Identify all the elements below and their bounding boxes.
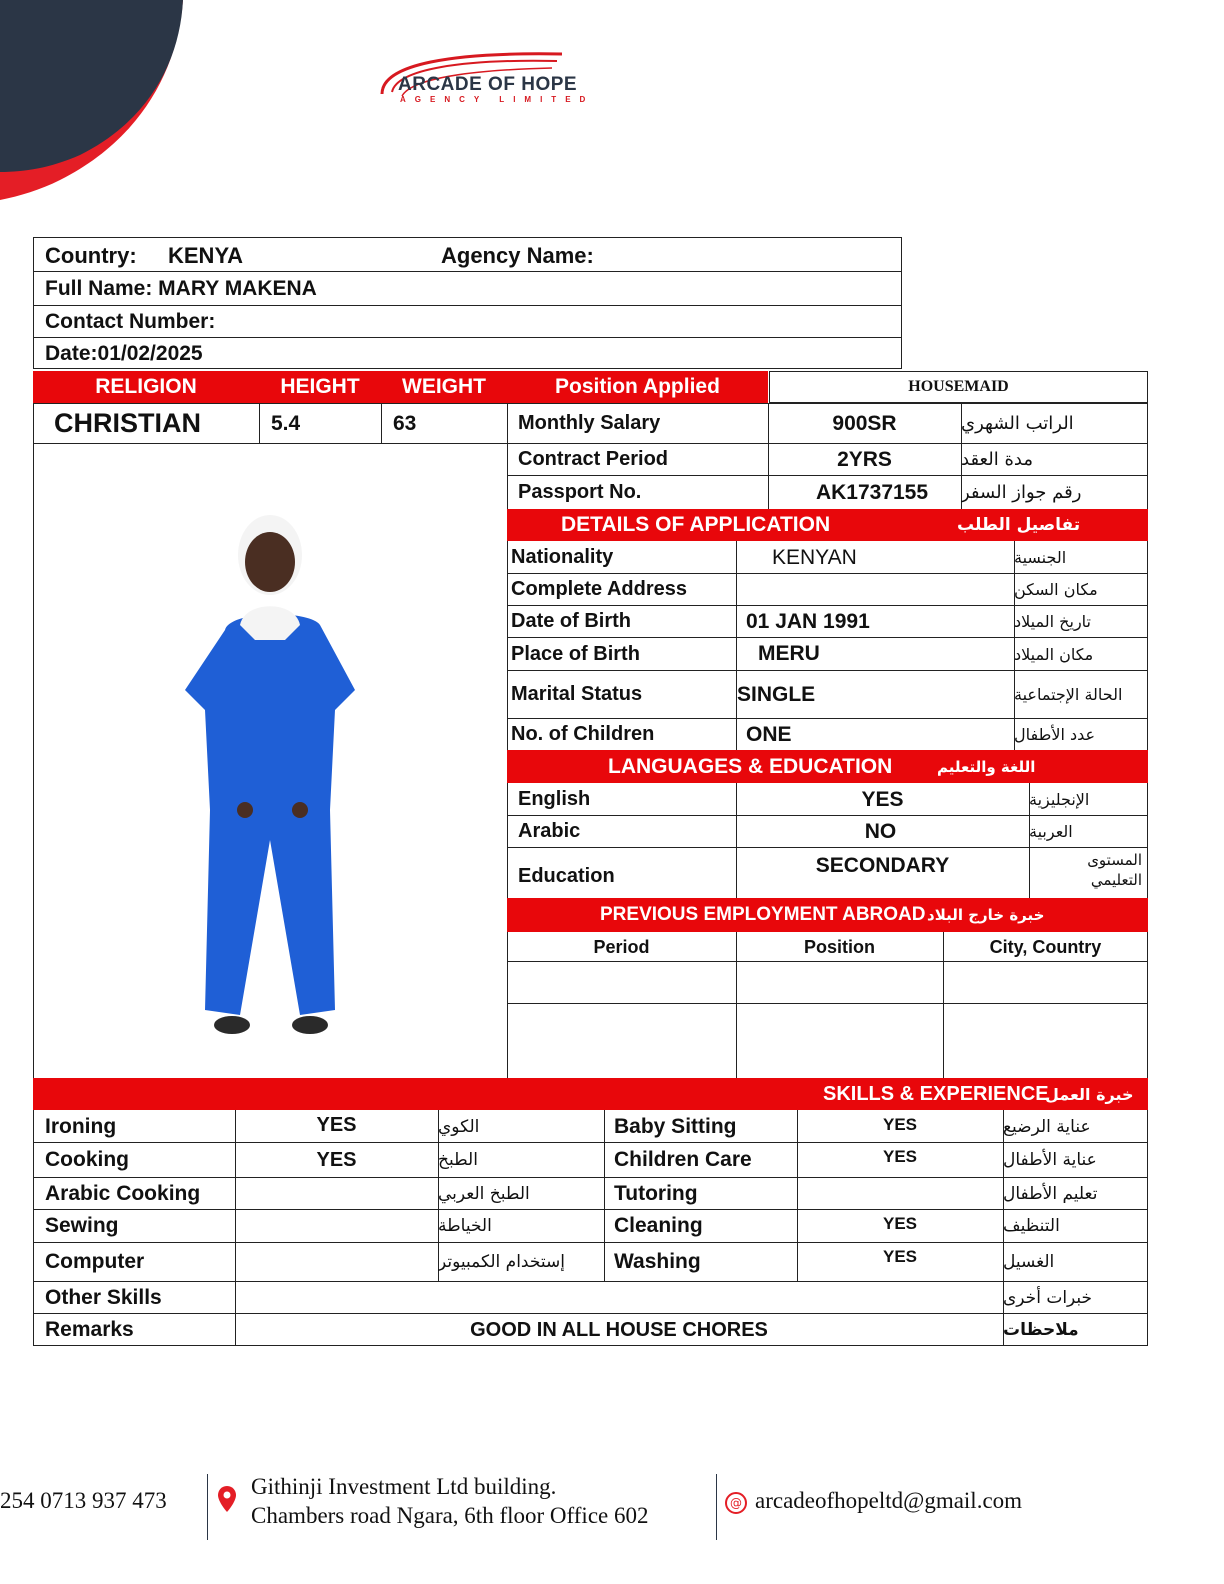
education-arabic: المستوى التعليمي [1087,851,1142,889]
religion-header: RELIGION [33,371,259,403]
marital-status-value: SINGLE [737,682,816,706]
skill-ironing-arabic: الكوي [438,1116,480,1137]
arabic-arabic: العربية [1029,822,1073,841]
skill-computer-value [235,1243,438,1281]
country-label: Country: [45,242,137,268]
logo-name: ARCADE OF HOPE [398,74,578,95]
city-country-column-header: City, Country [989,936,1102,957]
arabic-value: NO [864,819,897,843]
skill-sewing-value [235,1210,438,1242]
languages-title-arabic: اللغة والتعليم [937,757,1036,776]
place-of-birth-value: MERU [758,642,820,665]
skill-washing-arabic: الغسيل [1003,1252,1055,1272]
languages-header [507,750,1148,783]
previous-employment-header [507,898,1148,932]
monthly-salary-arabic: الراتب الشهري [961,413,1074,434]
contract-period-arabic: مدة العقد [961,449,1033,470]
place-of-birth-arabic: مكان الميلاد [1014,644,1094,664]
skills-header [33,1078,1148,1110]
skill-baby-sitting-value: YES [882,1114,918,1134]
weight-value: 63 [393,411,417,435]
skill-cooking-label: Cooking [45,1148,129,1171]
skill-washing-value: YES [882,1246,918,1266]
monthly-salary-label: Monthly Salary [518,412,661,434]
position-column-header: Position [804,936,875,957]
skills-title: SKILLS & EXPERIENCE [823,1082,1049,1105]
agency-name-label: Agency Name: [441,242,594,268]
skill-arabic-cooking-arabic: الطبخ العربي [438,1183,530,1204]
footer-email: arcadeofhopeltd@gmail.com [755,1488,1023,1513]
email-icon [724,1491,748,1515]
skill-sewing-label: Sewing [45,1214,119,1237]
skill-tutoring-arabic: تعليم الأطفال [1003,1183,1098,1204]
skill-children-care-arabic: عناية الأطفال [1003,1150,1097,1170]
address-arabic: مكان السكن [1014,580,1098,599]
arabic-label: Arabic [518,820,581,842]
period-column-header: Period [593,936,650,957]
date-of-birth-label: Date of Birth [511,610,631,632]
previous-employment-title-arabic: خبرة خارج البلاد [927,906,1045,924]
height-header: HEIGHT [259,371,381,403]
location-pin-icon [216,1484,238,1518]
skill-cleaning-arabic: التنظيف [1003,1216,1060,1236]
contract-period-value: 2YRS [837,447,892,471]
skill-sewing-arabic: الخياطة [438,1216,492,1236]
remarks-label: Remarks [45,1318,134,1341]
skill-tutoring-label: Tutoring [614,1181,698,1205]
nationality-label: Nationality [511,546,614,568]
details-title: DETAILS OF APPLICATION [561,513,831,536]
skill-computer-label: Computer [45,1250,145,1273]
marital-status-arabic: الحالة الإجتماعية [1014,685,1123,704]
children-value: ONE [746,722,792,746]
height-value: 5.4 [271,411,301,435]
skill-cleaning-label: Cleaning [614,1214,703,1237]
application-date: Date:01/02/2025 [45,341,203,365]
english-arabic: الإنجليزية [1029,790,1090,809]
passport-no-label: Passport No. [518,481,642,503]
english-label: English [518,788,591,810]
contact-number-label: Contact Number: [45,309,216,333]
skill-ironing-value: YES [316,1114,357,1136]
skill-cooking-arabic: الطبخ [438,1150,478,1170]
marital-status-label: Marital Status [511,683,643,705]
skills-title-arabic: خبرة العمل [1045,1084,1134,1104]
skill-computer-arabic: إستخدام الكمبيوتر [438,1252,565,1272]
full-name: Full Name: MARY MAKENA [45,277,317,300]
contract-period-label: Contract Period [518,448,669,470]
weight-header: WEIGHT [381,371,507,403]
skill-tutoring-value [797,1178,1003,1209]
passport-no-arabic: رقم جواز السفر [961,482,1082,503]
skill-washing-label: Washing [614,1250,701,1273]
skill-cooking-value: YES [316,1148,357,1171]
footer-address-line2: Chambers road Ngara, 6th floor Office 602 [251,1503,649,1528]
education-value: SECONDARY [815,854,950,877]
position-applied-value: HOUSEMAID [769,371,1148,403]
english-value: YES [861,787,904,811]
previous-employment-title: PREVIOUS EMPLOYMENT ABROAD [600,904,926,925]
other-skills-label: Other Skills [45,1285,162,1309]
svg-text:@: @ [730,1496,742,1510]
footer-phone: 254 0713 937 473 [0,1488,167,1513]
education-label: Education [518,864,615,887]
languages-title: LANGUAGES & EDUCATION [608,754,893,778]
place-of-birth-label: Place of Birth [511,642,640,665]
candidate-photo [170,510,370,1060]
corner-decoration [0,0,190,210]
logo-subtitle: AGENCY LIMITED [400,95,595,104]
passport-no-value: AK1737155 [815,480,929,504]
nationality-value: KENYAN [772,545,857,569]
children-label: No. of Children [511,723,655,745]
nationality-arabic: الجنسية [1014,548,1067,567]
company-logo [372,44,642,114]
address-label: Complete Address [511,578,687,600]
religion-value: CHRISTIAN [54,408,201,438]
skill-baby-sitting-arabic: عناية الرضيع [1003,1116,1091,1137]
date-of-birth-value: 01 JAN 1991 [746,609,870,633]
skill-cleaning-value: YES [882,1213,918,1233]
date-of-birth-arabic: تاريخ الميلاد [1014,612,1091,631]
children-arabic: عدد الأطفال [1014,725,1096,744]
country-value: KENYA [168,242,243,268]
monthly-salary-value: 900SR [832,411,897,435]
skill-arabic-cooking-label: Arabic Cooking [45,1181,201,1205]
remarks-arabic: ملاحظات [1003,1320,1079,1340]
details-title-arabic: تفاصيل الطلب [957,515,1081,535]
skill-baby-sitting-label: Baby Sitting [614,1114,737,1138]
position-applied-header: Position Applied [507,371,768,403]
other-skills-arabic: خبرات أخرى [1003,1287,1093,1308]
footer [0,1470,1224,1550]
skill-ironing-label: Ironing [45,1114,117,1138]
details-header [507,509,1148,541]
skill-children-care-label: Children Care [614,1148,752,1171]
skill-arabic-cooking-value [235,1178,438,1209]
remarks-value: GOOD IN ALL HOUSE CHORES [470,1318,768,1341]
footer-address-line1: Githinji Investment Ltd building. [251,1474,557,1499]
skill-children-care-value: YES [882,1146,918,1166]
